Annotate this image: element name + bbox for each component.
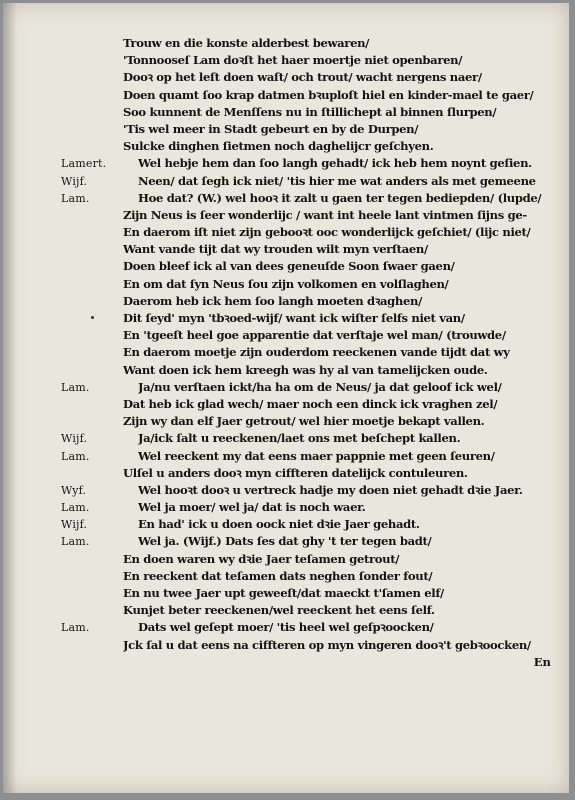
text-line [3, 174, 569, 191]
verse-text: Trouw en die konste alderbest bewaren/ [123, 36, 370, 50]
verse-text: Want vande tijt dat wy trouden wilt myn verſtaen/ [123, 242, 428, 257]
verse-text: Kunjet beter reeckenen/wel reeckent het eens ſelf. [123, 603, 435, 618]
text-line [3, 603, 569, 620]
text-line [3, 500, 569, 517]
speaker-label: Lam. [61, 535, 90, 549]
text-line [3, 191, 569, 208]
catchword-line [3, 655, 569, 672]
text-line [3, 414, 569, 431]
text-line [3, 345, 569, 362]
verse-text: 'Tonnooseſ Lam doꝛſt het haer moertje niet openbaren/ [123, 53, 463, 68]
catchword: En [533, 654, 551, 669]
text-line [3, 328, 569, 345]
verse-text: Doen quamt ſoo krap datmen bꝛuploſt hiel en kinder-mael te gaer/ [123, 87, 534, 102]
verse-text: Soo kunnent de Menſſens nu in ſtillichept al binnen ſlurpen/ [123, 104, 497, 119]
text-line [3, 139, 569, 156]
text-line [3, 36, 569, 53]
text-line [3, 311, 569, 328]
verse-text: Wel hooꝛt dooꝛ u vertreck hadje my doen niet gehadt dꝛie Jaer. [138, 482, 523, 497]
text-line [3, 466, 569, 483]
text-line [3, 242, 569, 259]
text-line [3, 70, 569, 87]
text-line [3, 277, 569, 294]
text-line [3, 259, 569, 276]
speaker-label: Lam. [61, 501, 90, 515]
text-line [3, 156, 569, 173]
speaker-label: Wijf. [61, 518, 88, 532]
verse-text: Hoe dat? (W.) wel hooꝛ it zalt u gaen ter tegen bediepden/ (lupde/ [138, 190, 542, 205]
speaker-label: Lam. [61, 449, 90, 463]
verse-text: Jck ſal u dat eens na ciffteren op myn vingeren dooꝛ't gebꝛoocken/ [123, 637, 531, 652]
text-line [3, 552, 569, 569]
text-line [3, 620, 569, 637]
text-line [3, 569, 569, 586]
verse-text: Zijn Neus is ſeer wonderlijc / want int heele lant vintmen ſijns ge- [123, 207, 527, 222]
text-line [3, 449, 569, 466]
verse-text: En om dat ſyn Neus ſou zijn volkomen en volſlaghen/ [123, 276, 449, 291]
verse-text: Ulſel u anders dooꝛ myn ciffteren datelijck contuleuren. [123, 465, 468, 480]
verse-text: Neen/ dat ſegh ick niet/ 'tis hier me wat anders als met gemeene [138, 173, 536, 188]
text-line [3, 88, 569, 105]
speaker-label: Lam. [61, 380, 90, 394]
text-line [3, 517, 569, 534]
verse-text: Ja/ick ſalt u reeckenen/laet ons met beſchept kallen. [138, 431, 461, 446]
verse-text: Wel reeckent my dat eens maer pappnie met geen ſeuren/ [138, 448, 495, 463]
verse-text: En had' ick u doen oock niet dꝛie Jaer gehadt. [138, 517, 420, 532]
verse-text: 'Tis wel meer in Stadt gebeurt en by de Durpen/ [123, 121, 419, 136]
ink-mark [91, 316, 94, 319]
verse-text: Want doen ick hem kreegh was hy al van tamelijcken oude. [123, 362, 488, 377]
verse-text: En reeckent dat teſamen dats neghen ſonder fout/ [123, 568, 433, 583]
text-line [3, 225, 569, 242]
verse-text: En nu twee Jaer upt geweeſt/dat maeckt t'ſamen elf/ [123, 586, 444, 600]
verse-text: Wel hebje hem dan ſoo langh gehadt/ ick heb hem noynt geſien. [138, 156, 532, 171]
speaker-label: Lamert. [61, 157, 107, 171]
text-line [3, 363, 569, 380]
text-block [3, 36, 569, 672]
speaker-label: Wijf. [61, 432, 88, 446]
text-line [3, 294, 569, 311]
text-line [3, 483, 569, 500]
verse-text: En doen waren wy dꝛie Jaer teſamen getrout/ [123, 551, 400, 566]
speaker-label: Lam. [61, 191, 90, 205]
speaker-label: Wijf. [61, 174, 88, 188]
text-line [3, 534, 569, 551]
verse-text: Dit ſeyd' myn 'tbꝛoed-wijf/ want ick wiſter ſelfs niet van/ [123, 311, 465, 325]
text-line [3, 397, 569, 414]
text-line [3, 431, 569, 448]
verse-text: En daerom iſt niet zijn gebooꝛt ooc wonderlijck geſchiet/ (lijc niet/ [123, 225, 531, 240]
verse-text: Dooꝛ op het leſt doen waſt/ och trout/ wacht nergens naer/ [123, 70, 482, 85]
speaker-label: Wyf. [61, 483, 87, 497]
text-line [3, 105, 569, 122]
speaker-label: Lam. [61, 621, 90, 635]
text-line [3, 53, 569, 70]
verse-text: Wel ja. (Wijf.) Dats ſes dat ghy 't ter tegen badt/ [138, 534, 432, 549]
text-line [3, 638, 569, 655]
verse-text: Ja/nu verſtaen ickt/ha ha om de Neus/ ja dat geloof ick wel/ [138, 379, 502, 394]
verse-text: Dats wel geſept moer/ 'tis heel wel geſpꝛoocken/ [138, 620, 434, 635]
text-line [3, 122, 569, 139]
verse-text: En 'tgeeſt heel goe apparentie dat verſtaje wel man/ (trouwde/ [123, 328, 506, 343]
text-line [3, 208, 569, 225]
book-page [3, 3, 569, 793]
text-line [3, 586, 569, 603]
verse-text: Doen bleef ick al van dees geneuſde Soon ſwaer gaen/ [123, 259, 455, 274]
verse-text: Sulcke dinghen ſietmen noch daghelijcr geſchyen. [123, 139, 434, 154]
text-line [3, 380, 569, 397]
verse-text: En daerom moetje zijn ouderdom reeckenen vande tijdt dat wy [123, 345, 510, 360]
verse-text: Wel ja moer/ wel ja/ dat is noch waer. [138, 500, 366, 515]
verse-text: Daerom heb ick hem ſoo langh moeten dꝛaghen/ [123, 293, 422, 308]
verse-text: Zijn wy dan elf Jaer getrout/ wel hier moetje bekapt vallen. [123, 414, 485, 429]
verse-text: Dat heb ick glad wech/ maer noch een dinck ick vraghen zel/ [123, 396, 498, 411]
